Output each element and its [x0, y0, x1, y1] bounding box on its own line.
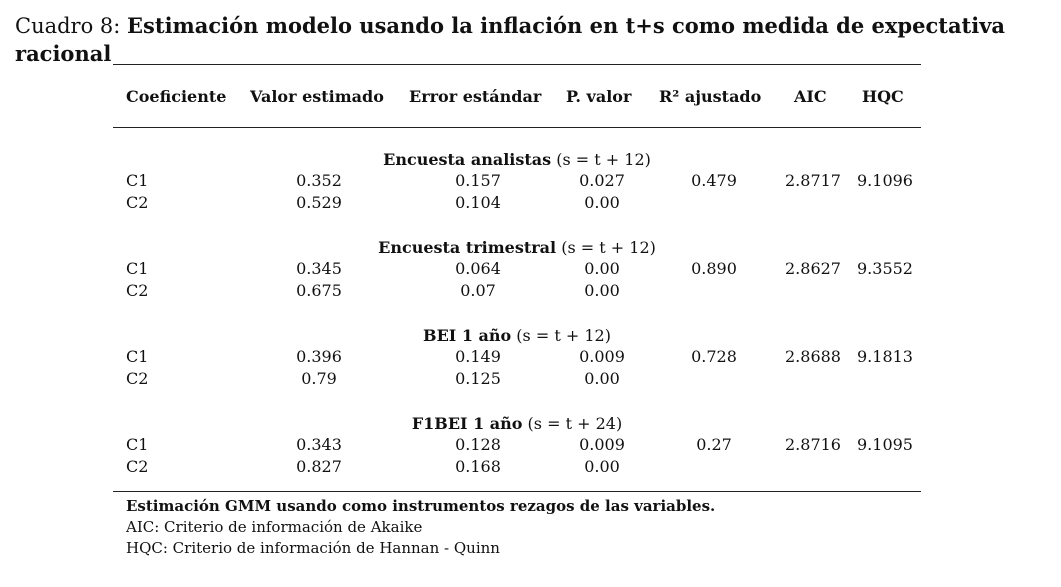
cell-hqc: 9.1096	[857, 171, 913, 190]
table-notes	[113, 492, 921, 559]
section-title-text: Encuesta trimestral	[378, 238, 557, 257]
section-condition: (s = t + 12)	[516, 326, 611, 345]
cell-aic: 2.8717	[785, 171, 841, 190]
results-table	[113, 64, 921, 559]
cell-error: 0.128	[455, 435, 501, 454]
cell-coef: C2	[126, 281, 149, 300]
section-title-text: F1BEI 1 año	[411, 414, 523, 433]
header-aic: AIC	[794, 87, 827, 106]
section-condition: (s = t + 12)	[561, 238, 656, 257]
cell-coef: C2	[126, 193, 149, 212]
table-row	[113, 259, 921, 281]
table-row	[113, 281, 921, 303]
section-condition: (s = t + 24)	[527, 414, 623, 433]
cell-coef: C2	[126, 457, 149, 476]
section-f1bei-1-ano	[113, 392, 921, 480]
cell-value: 0.352	[296, 171, 342, 190]
section-condition: (s = t + 12)	[556, 150, 651, 169]
caption-title: Estimación modelo usando la inflación en t+s como medida de expectativa	[127, 13, 1006, 38]
note-aic: AIC: Criterio de información de Akaike	[126, 518, 423, 536]
table-row	[113, 457, 921, 479]
cell-hqc: 9.1095	[857, 435, 913, 454]
table-row	[113, 347, 921, 369]
cell-pvalue: 0.00	[584, 259, 620, 278]
table-header	[113, 65, 921, 127]
cell-coef: C1	[126, 435, 149, 454]
section-title	[113, 150, 921, 169]
cell-aic: 2.8627	[785, 259, 841, 278]
cell-pvalue: 0.009	[579, 435, 625, 454]
cell-value: 0.343	[296, 435, 342, 454]
header-valor-estimado: Valor estimado	[250, 87, 384, 106]
table-row	[113, 435, 921, 457]
cell-pvalue: 0.00	[584, 193, 620, 212]
cell-error: 0.168	[455, 457, 501, 476]
table-caption	[15, 12, 1025, 67]
header-r2-ajustado: R² ajustado	[659, 87, 762, 106]
cell-error: 0.104	[455, 193, 501, 212]
cell-aic: 2.8688	[785, 347, 841, 366]
cell-value: 0.675	[296, 281, 342, 300]
cell-value: 0.827	[296, 457, 342, 476]
cell-pvalue: 0.009	[579, 347, 625, 366]
cell-pvalue: 0.00	[584, 457, 620, 476]
cell-hqc: 9.3552	[857, 259, 913, 278]
cell-coef: C1	[126, 259, 149, 278]
cell-r2: 0.728	[691, 347, 737, 366]
section-encuesta-analistas	[113, 128, 921, 216]
table-row	[113, 369, 921, 391]
cell-error: 0.149	[455, 347, 501, 366]
cell-error: 0.125	[455, 369, 501, 388]
section-bei-1-ano	[113, 304, 921, 392]
section-title	[113, 238, 921, 257]
cell-coef: C1	[126, 171, 149, 190]
section-title	[113, 414, 921, 433]
cell-coef: C2	[126, 369, 149, 388]
cell-pvalue: 0.00	[584, 281, 620, 300]
cell-value: 0.79	[301, 369, 337, 388]
cell-error: 0.07	[460, 281, 496, 300]
caption-prefix: Cuadro 8:	[15, 14, 121, 38]
table-row	[113, 171, 921, 193]
section-title-text: Encuesta analistas	[383, 150, 552, 169]
cell-error: 0.157	[455, 171, 501, 190]
cell-r2: 0.479	[691, 171, 737, 190]
cell-value: 0.529	[296, 193, 342, 212]
header-p-valor: P. valor	[566, 87, 632, 106]
header-error-estandar: Error estándar	[409, 87, 542, 106]
cell-aic: 2.8716	[785, 435, 841, 454]
header-coeficiente: Coeficiente	[126, 87, 227, 106]
note-gmm: Estimación GMM usando como instrumentos rezagos de las variables.	[126, 497, 716, 515]
cell-hqc: 9.1813	[857, 347, 913, 366]
note-hqc: HQC: Criterio de información de Hannan - Quinn	[126, 539, 500, 557]
cell-r2: 0.890	[691, 259, 737, 278]
cell-value: 0.345	[296, 259, 342, 278]
cell-r2: 0.27	[696, 435, 732, 454]
cell-pvalue: 0.00	[584, 369, 620, 388]
cell-coef: C1	[126, 347, 149, 366]
section-title-text: BEI 1 año	[423, 326, 512, 345]
cell-value: 0.396	[296, 347, 342, 366]
section-encuesta-trimestral	[113, 216, 921, 304]
caption-title-continuation: racional	[15, 41, 112, 66]
table-row	[113, 193, 921, 215]
cell-error: 0.064	[455, 259, 501, 278]
cell-pvalue: 0.027	[579, 171, 625, 190]
header-hqc: HQC	[862, 87, 904, 106]
section-title	[113, 326, 921, 345]
